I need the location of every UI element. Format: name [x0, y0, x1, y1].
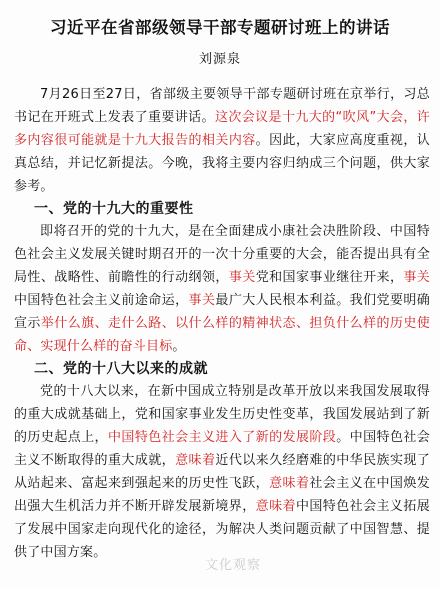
author-name: 刘源泉 [198, 52, 241, 67]
highlighted-text: 事关 [228, 270, 256, 285]
body-text: 7月26日至27日，省部级主要领导干部专题研讨班在京举行，习总书记在开班式上发表了重要讲话。 [14, 87, 430, 125]
highlighted-text: 事关 [188, 293, 216, 308]
body-text: 党和国家事业继往开来， [255, 270, 404, 285]
body-text: 。中国特色社会主义不断取得的重大成就， [14, 430, 430, 468]
highlighted-text: 中国特色社会主义进入了新的发展阶段 [107, 430, 337, 445]
watermark-text: 文化观察 [205, 558, 262, 573]
section-heading-achievements: 二、党的十八大以来的成就 [34, 361, 208, 377]
body-text: 近代以来久经磨难的中华民族实现了从站起来、富起来到强起来的历史性飞跃， [14, 453, 430, 491]
body-text: 中国特色社会主义前途命运， [14, 293, 189, 308]
body-text: 。因此，大家应高度重视，认真总结，并记忆新提法。今晚，我将主要内容归纳成三个问题，供大家参考。 [14, 133, 430, 194]
body-text: 最广大人民根本利益。我们党要明确宣示 [14, 293, 430, 331]
intro-paragraph [14, 83, 430, 198]
highlighted-text: 事关 [403, 270, 431, 285]
article-title: 习近平在省部级领导干部专题研讨班上的讲话 [50, 18, 390, 37]
highlighted-text: 这次会议是十九大的“吹风”大会，许多内容很可能就是十九大报告的相关内容 [14, 110, 430, 148]
highlighted-text: 举什么旗、走什么路、以什么样的精神状态、担负什么样的历史使命、实现什么样的奋斗目标 [14, 316, 430, 354]
section-paragraph-achievements [14, 380, 430, 564]
body-text: 。 [172, 339, 186, 354]
highlighted-text: 意味着 [175, 453, 216, 468]
body-text: 社会主义在中国焕发出强大生机活力并不断开辟发展新境界， [14, 476, 430, 514]
highlighted-text: 意味着 [255, 499, 296, 514]
section-paragraph-importance [14, 220, 430, 358]
body-text: 党的十八大以来，在新中国成立特别是改革开放以来我国发展取得的重大成就基础上，党和国家事业发生历史性变革，我国发展站到了新的历史起点上， [14, 384, 430, 445]
body-text: 中国特色社会主义拓展了发展中国家走向现代化的途径，为解决人类问题贡献了中国智慧、提供了中国方案。 [14, 499, 430, 560]
body-text: 即将召开的党的十九大，是在全面建成小康社会决胜阶段、中国特色社会主义发展关键时期召开的一次十分重要的大会，能否提出具有全局性、战略性、前瞻性的行动纲领， [14, 224, 430, 285]
section-heading-importance: 一、党的十九大的重要性 [34, 201, 194, 217]
highlighted-text: 意味着 [269, 476, 310, 491]
article-body [0, 83, 440, 564]
